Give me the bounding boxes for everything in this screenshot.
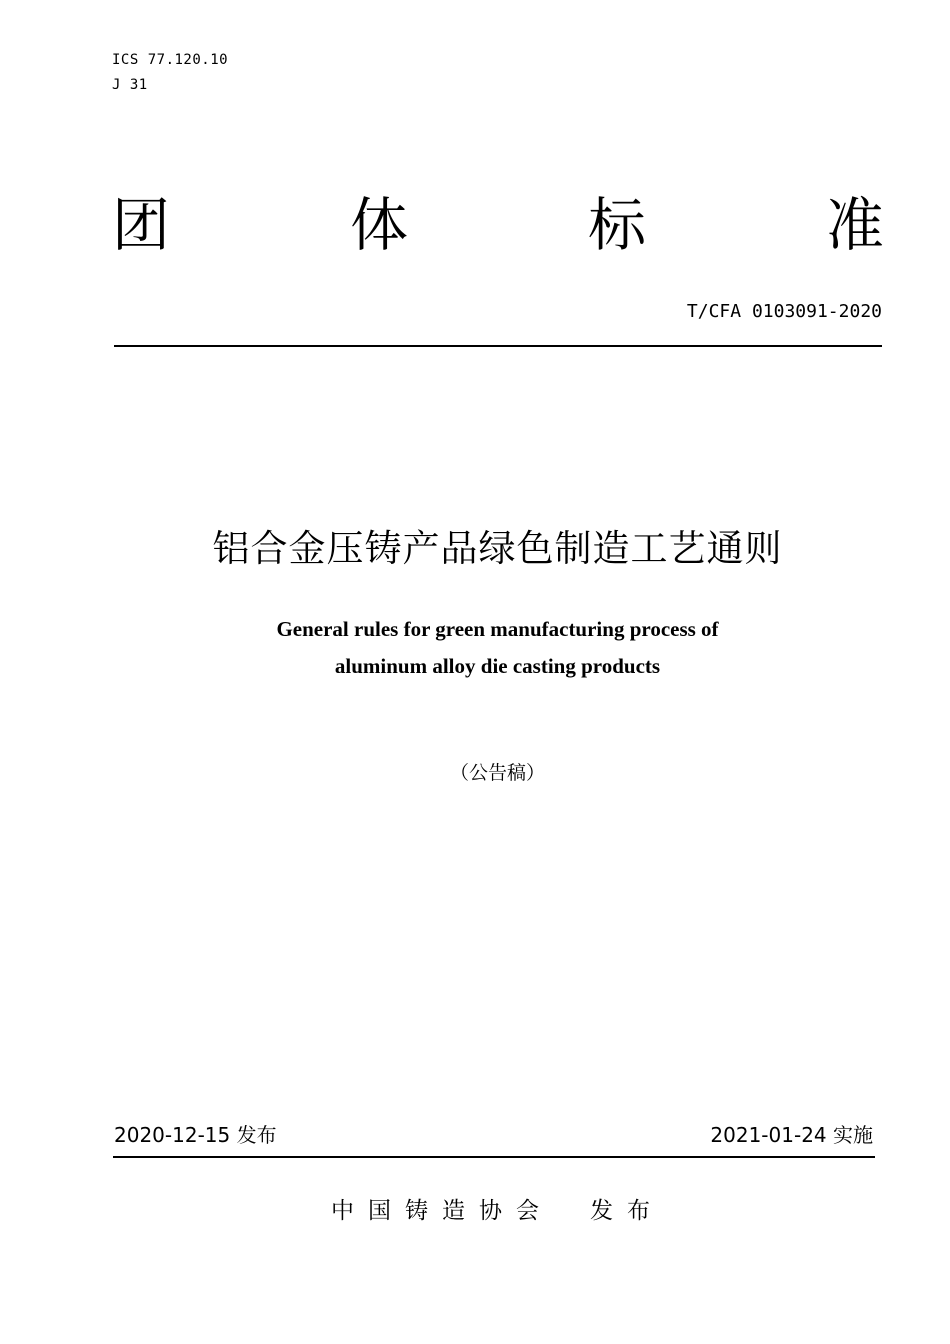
title-chinese: 铝合金压铸产品绿色制造工艺通则 — [212, 527, 783, 570]
standard-number: T/CFA 0103091-2020 — [686, 301, 882, 322]
publish-date: 2020-12-15 发布 — [114, 1123, 277, 1147]
header-divider — [114, 345, 882, 347]
doc-type-char-1: 团 — [112, 191, 171, 259]
title-english-line-2: aluminum alloy die casting products — [334, 654, 661, 678]
publisher: 中国铸造协会 发布 — [331, 1198, 664, 1224]
footer-divider — [113, 1156, 875, 1158]
ccs-code: J 31 — [112, 77, 148, 93]
doc-type-char-3: 标 — [587, 191, 646, 259]
doc-type-char-2: 体 — [349, 191, 408, 259]
implement-date: 2021-01-24 实施 — [710, 1123, 873, 1147]
doc-type-char-4: 准 — [825, 191, 884, 259]
document-type-heading — [112, 190, 884, 260]
title-english-line-1: General rules for green manufacturing process of — [276, 617, 719, 641]
ics-code: ICS 77.120.10 — [112, 52, 229, 68]
draft-status: （公告稿） — [449, 762, 545, 784]
